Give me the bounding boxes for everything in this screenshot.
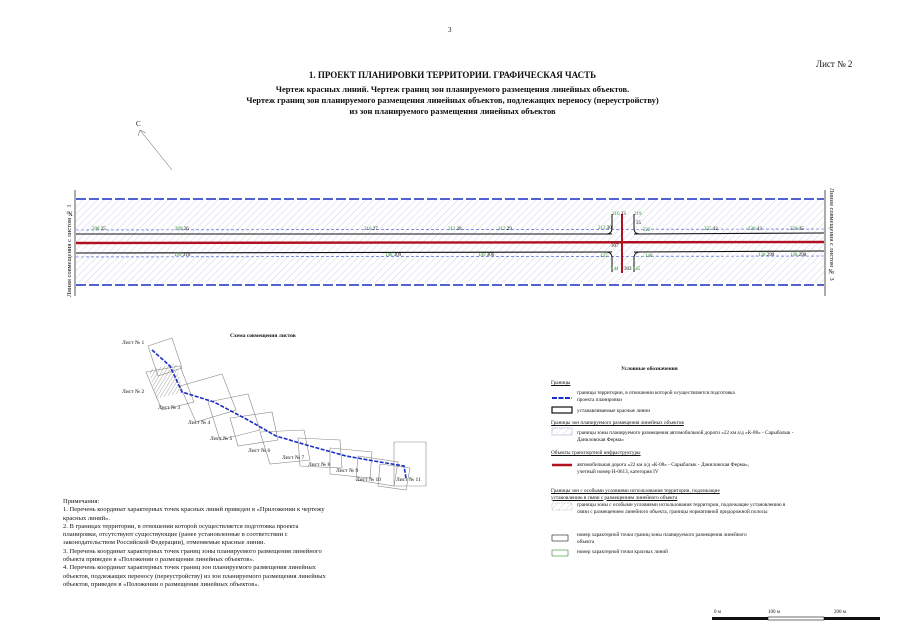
point-label: 228 45: [790, 227, 804, 232]
schema-sheet-label: Лист № 10: [356, 477, 382, 483]
point-label: 149 306: [478, 253, 495, 258]
schema-sheet-label: Лист № 8: [308, 462, 331, 468]
schema-sheet-label: Лист № 9: [336, 468, 359, 474]
north-label: С: [136, 120, 141, 128]
point-label: 209 26: [175, 227, 189, 232]
legend-item: границы зоны планируемого размещения автомобильной дороги «22 км а/д «К-08» - Сарыбалык - Даниловская Ферма»: [577, 430, 794, 443]
point-label: 136 299: [758, 253, 775, 258]
legend-item: автомобильная дорога «22 км а/д «К-08» - Сарыбалык - Даниловская Ферма», учетный номер Н-0613, категория IV: [577, 462, 750, 475]
page-number: 3: [448, 26, 452, 34]
point-label: 226 43: [748, 227, 762, 232]
point-label: 148 309: [385, 253, 402, 258]
legend-section: Объекты транспортной инфраструктуры: [551, 450, 641, 456]
legend-item: номер характерной точки красных линий: [577, 549, 668, 555]
sheet-label: Лист № 2: [816, 59, 853, 69]
notes-heading: Примечания:: [63, 498, 100, 505]
road-line: [76, 242, 824, 243]
legend-section: Границы зон с особыми условиями использования территории, подлежащие установлению в связи с размещением линейного объекта: [551, 488, 720, 501]
legend-section: Границы зон планируемого размещения линейных объектов: [551, 420, 684, 426]
point-label: 219: [634, 212, 642, 217]
point-label: 225 42: [704, 227, 718, 232]
schema-sheet-label: Лист № 4: [188, 420, 211, 426]
scale-end: 200 м: [834, 610, 846, 615]
legend-item: устанавливаемые красные линии: [577, 408, 650, 414]
point-label: 208 25: [92, 227, 106, 232]
match-line-right-label: Линия совмещения с листом № 3: [828, 188, 835, 281]
scale-mid: 100 м: [768, 610, 780, 615]
note-item: 3. Перечень координат характерных точек границ зоны планируемого размещения линейного объекта приведен в «Положении о размещении линейных объектов».: [63, 547, 322, 564]
schema-title: Схема совмещения листов: [230, 333, 296, 339]
point-label: 303 145: [624, 267, 641, 272]
legend-title: Условные обозначения: [621, 366, 678, 372]
notes: [63, 498, 333, 589]
match-line-left-label: Линия совмещения с листом № 1: [66, 204, 73, 297]
schema-sheet-label: Лист № 1: [122, 340, 145, 346]
schema-current-sheet: [149, 363, 183, 399]
point-label: 147: [600, 254, 608, 259]
point-label: 210 27: [364, 227, 378, 232]
schema-route: [152, 350, 406, 478]
schema-sheet-label: Лист № 6: [248, 448, 271, 454]
schema-sheet-label: Лист № 2: [122, 389, 145, 395]
note-item: 4. Перечень координат характерных точек границ зон планируемого размещения линейных объектов, подлежащих переносу (переустройству) из зон планируемого размещения линейных объектов, приведен в «Положении о размещении линейных объектов».: [63, 564, 326, 588]
legend-item: границы территории, в отношении которой осуществляется подготовка проекта планировки: [577, 390, 735, 403]
point-label: 144: [611, 267, 619, 272]
legend-item: границы зоны с особыми условиями использования территории, подлежащие установлению в связи с размещением линейного объекта, границы нормативной придорожной полосы: [577, 502, 786, 515]
north-arrow: [140, 130, 172, 170]
schema-sheet-label: Лист № 7: [282, 455, 305, 461]
scale-bar: [712, 617, 880, 620]
note-item: 2. В границах территории, в отношении которой осуществляется подготовка проекта планировки, отсутствуют существующие (ранее установленные в соответствии с законодательством Российской Федерации), отменяемые красные линии.: [63, 522, 299, 547]
point-label: 213 30: [598, 226, 612, 231]
page-title: 1. ПРОЕКТ ПЛАНИРОВКИ ТЕРРИТОРИИ. ГРАФИЧЕСКАЯ ЧАСТЬ: [308, 70, 597, 80]
north-arrow-head: [138, 130, 146, 136]
schema-sheet-label: Лист № 5: [210, 436, 233, 442]
point-label: 35: [636, 221, 641, 226]
scale-zero: 0 м: [714, 610, 721, 615]
point-label: 307: [611, 244, 619, 249]
point-label: 138 298: [790, 253, 807, 258]
point-label: 150 310: [174, 253, 191, 258]
subtitle-line: Чертеж границ зон планируемого размещения линейных объектов, подлежащих переносу (переустройству): [246, 95, 659, 105]
schema-sheet-label: Лист № 11: [396, 477, 421, 483]
schema-sheet-label: Лист № 3: [158, 405, 181, 411]
point-label: 216 33: [612, 212, 626, 217]
point-label: 222: [643, 228, 651, 233]
point-label: 146: [645, 254, 653, 259]
point-label: 212 29: [498, 227, 512, 232]
legend-section: Границы: [551, 380, 571, 386]
subtitle-line: Чертеж красных линий. Чертеж границ зон планируемого размещения линейных объектов.: [275, 84, 630, 94]
legend-item: номер характерной точки границ зоны планируемого размещения линейного объекта: [577, 532, 747, 545]
point-label: 211 28: [448, 227, 462, 232]
note-item: 1. Перечень координат характерных точек красных линий приведен в «Приложении к чертежу красных линий».: [63, 506, 325, 522]
sheet-schema: [146, 338, 426, 490]
subtitle-line: из зон планируемого размещения линейных объектов: [349, 106, 556, 116]
